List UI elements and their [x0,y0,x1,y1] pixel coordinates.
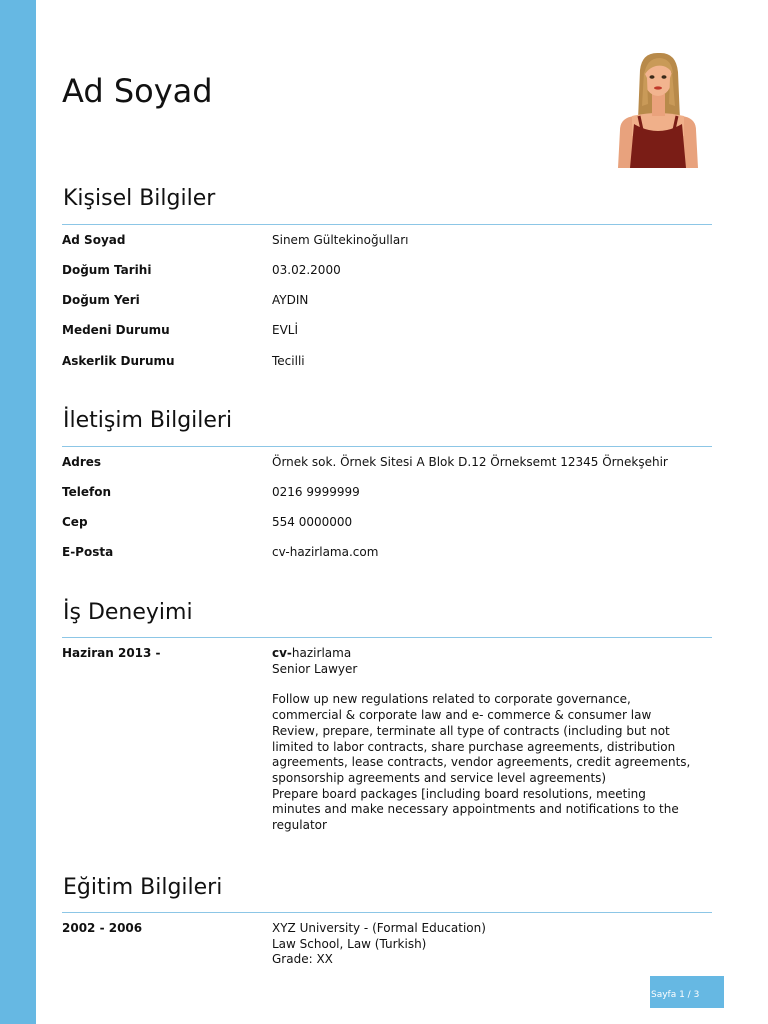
section-title-experience: İş Deneyimi [63,600,193,625]
field-label: Ad Soyad [62,233,126,247]
field-label: Telefon [62,485,111,499]
education-line: XYZ University - (Formal Education) [272,921,486,935]
field-value: Tecilli [272,354,305,368]
education-line: Grade: XX [272,952,333,967]
experience-company: cv-hazirlama [272,646,352,660]
experience-line: Follow up new regulations related to corporate governance, [272,692,631,707]
education-date: 2002 - 2006 [62,921,143,935]
field-value: Sinem Gültekinoğulları [272,233,409,247]
field-value: Örnek sok. Örnek Sitesi A Blok D.12 Örneksemt 12345 Örnekşehir [272,455,668,469]
field-value: 554 0000000 [272,515,353,529]
experience-date: Haziran 2013 - [62,646,161,660]
page-number: Sayfa 1 / 3 [651,990,700,1000]
section-divider [62,446,712,447]
field-value: cv-hazirlama.com [272,545,379,559]
field-label: Doğum Tarihi [62,263,152,277]
field-label: E-Posta [62,545,114,559]
experience-line: regulator [272,818,327,833]
field-label: Doğum Yeri [62,293,140,307]
education-line: Law School, Law (Turkish) [272,936,427,951]
profile-avatar [612,50,704,172]
experience-line: Prepare board packages [including board resolutions, meeting [272,786,646,801]
field-label: Medeni Durumu [62,323,170,337]
accent-side-bar [0,0,36,1024]
section-title-personal: Kişisel Bilgiler [63,186,216,211]
section-divider [62,637,712,638]
experience-line: minutes and make necessary appointments and notifications to the [272,802,679,817]
experience-line: sponsorship agreements and service level agreements) [272,770,607,785]
field-value: 03.02.2000 [272,263,341,277]
section-title-contact: İletişim Bilgileri [63,408,233,433]
section-title-education: Eğitim Bilgileri [63,875,223,900]
experience-details [272,646,702,834]
field-label: Askerlik Durumu [62,354,175,368]
experience-line: Review, prepare, terminate all type of contracts (including but not [272,723,670,738]
section-divider [62,912,712,913]
section-divider [62,224,712,225]
experience-line: commercial & corporate law and e- commerce & consumer law [272,708,652,723]
name-heading: Ad Soyad [62,72,213,110]
experience-line: agreements, lease contracts, vendor agreements, credit agreements, [272,755,691,770]
field-label: Cep [62,515,88,529]
field-value: 0216 9999999 [272,485,360,499]
field-value: EVLİ [272,323,299,337]
experience-role: Senior Lawyer [272,661,358,676]
experience-line: limited to labor contracts, share purchase agreements, distribution [272,739,676,754]
education-details [272,921,702,968]
field-label: Adres [62,455,102,469]
field-value: AYDIN [272,293,309,307]
